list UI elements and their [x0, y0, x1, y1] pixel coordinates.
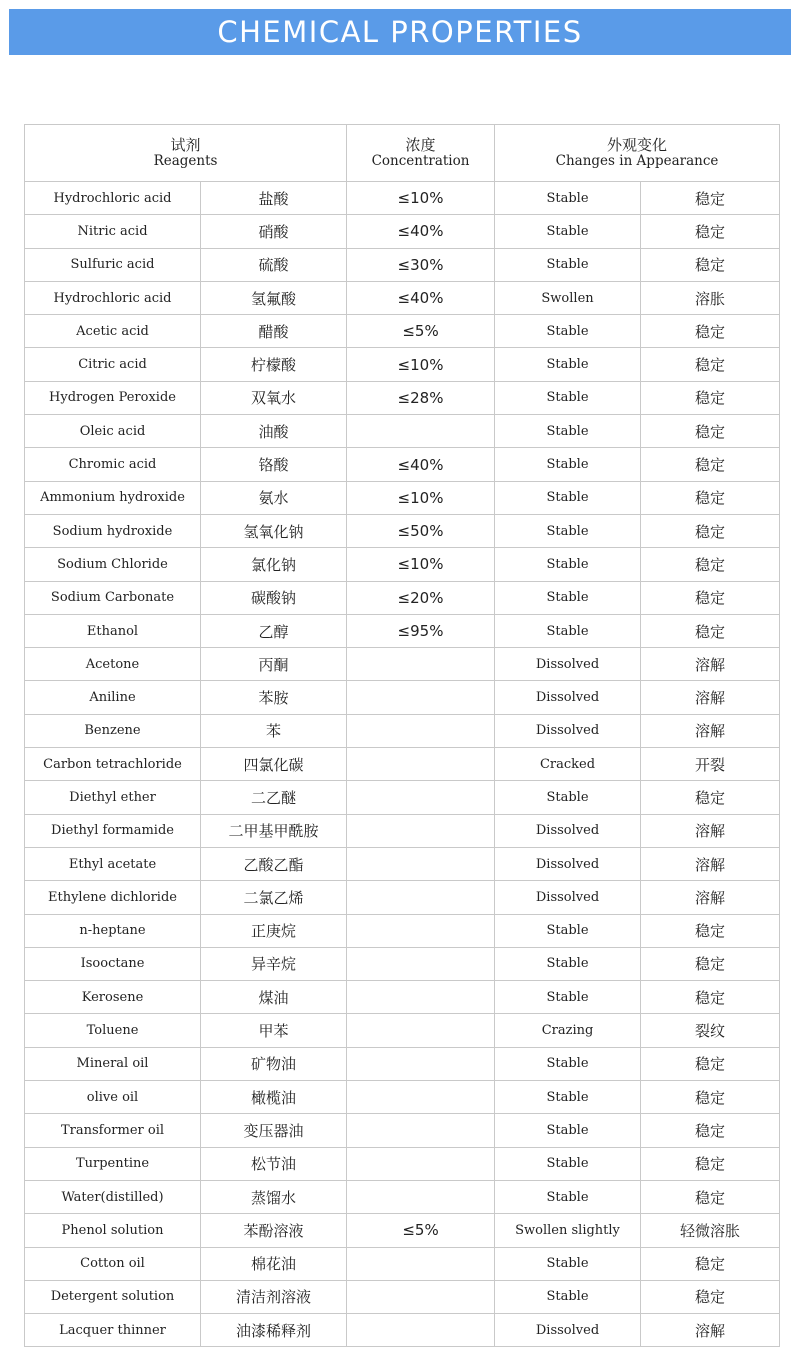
table-row	[25, 914, 780, 947]
concentration-value: ≤5%	[347, 315, 495, 348]
appearance-change-zh: 溶解	[641, 814, 780, 847]
appearance-change-en: Stable	[495, 1247, 641, 1280]
appearance-change-en: Swollen	[495, 281, 641, 314]
reagent-name-en: Citric acid	[25, 348, 201, 381]
reagent-name-zh: 乙酸乙酯	[201, 847, 347, 880]
appearance-change-en: Stable	[495, 914, 641, 947]
table-row	[25, 248, 780, 281]
reagent-name-en: Hydrochloric acid	[25, 182, 201, 215]
reagent-name-en: Turpentine	[25, 1147, 201, 1180]
reagent-name-en: Diethyl ether	[25, 781, 201, 814]
reagent-name-en: Hydrogen Peroxide	[25, 381, 201, 414]
table-row	[25, 481, 780, 514]
concentration-value	[347, 914, 495, 947]
reagent-name-zh: 苯	[201, 714, 347, 747]
appearance-change-zh: 稳定	[641, 215, 780, 248]
reagent-name-zh: 棉花油	[201, 1247, 347, 1280]
concentration-value	[347, 781, 495, 814]
appearance-change-en: Stable	[495, 514, 641, 547]
appearance-change-en: Crazing	[495, 1014, 641, 1047]
reagent-name-zh: 苯胺	[201, 681, 347, 714]
concentration-value	[347, 947, 495, 980]
reagent-name-zh: 氢氟酸	[201, 281, 347, 314]
appearance-change-en: Stable	[495, 1147, 641, 1180]
appearance-change-zh: 开裂	[641, 748, 780, 781]
reagent-name-en: Oleic acid	[25, 415, 201, 448]
concentration-value: ≤40%	[347, 448, 495, 481]
appearance-change-en: Dissolved	[495, 881, 641, 914]
appearance-change-zh: 溶胀	[641, 281, 780, 314]
concentration-value: ≤40%	[347, 215, 495, 248]
concentration-value	[347, 1081, 495, 1114]
reagent-name-en: Toluene	[25, 1014, 201, 1047]
appearance-change-zh: 稳定	[641, 182, 780, 215]
appearance-change-zh: 稳定	[641, 1280, 780, 1313]
table-row	[25, 1014, 780, 1047]
header-concentration-en: Concentration	[371, 152, 470, 169]
concentration-value: ≤10%	[347, 481, 495, 514]
reagent-name-en: Acetic acid	[25, 315, 201, 348]
concentration-value	[347, 847, 495, 880]
concentration-value: ≤5%	[347, 1214, 495, 1247]
table-row	[25, 381, 780, 414]
appearance-change-en: Stable	[495, 448, 641, 481]
appearance-change-en: Stable	[495, 215, 641, 248]
reagent-name-en: Ethyl acetate	[25, 847, 201, 880]
reagent-name-en: Carbon tetrachloride	[25, 748, 201, 781]
table-row	[25, 448, 780, 481]
appearance-change-zh: 稳定	[641, 1081, 780, 1114]
appearance-change-en: Stable	[495, 481, 641, 514]
appearance-change-en: Cracked	[495, 748, 641, 781]
table-row	[25, 681, 780, 714]
table-row	[25, 182, 780, 215]
reagent-name-zh: 异辛烷	[201, 947, 347, 980]
reagent-name-en: Sodium hydroxide	[25, 514, 201, 547]
concentration-value: ≤10%	[347, 348, 495, 381]
reagent-name-en: n-heptane	[25, 914, 201, 947]
appearance-change-en: Dissolved	[495, 1314, 641, 1347]
reagent-name-zh: 二甲基甲酰胺	[201, 814, 347, 847]
appearance-change-zh: 稳定	[641, 448, 780, 481]
appearance-change-en: Stable	[495, 981, 641, 1014]
reagent-name-zh: 丙酮	[201, 648, 347, 681]
reagent-name-en: Ethylene dichloride	[25, 881, 201, 914]
table-row	[25, 1114, 780, 1147]
chemical-properties-table	[24, 124, 780, 1347]
reagent-name-zh: 氯化钠	[201, 548, 347, 581]
header-reagents-en: Reagents	[153, 152, 218, 169]
reagent-name-zh: 铬酸	[201, 448, 347, 481]
concentration-value	[347, 1180, 495, 1213]
reagent-name-zh: 四氯化碳	[201, 748, 347, 781]
table-row	[25, 614, 780, 647]
appearance-change-en: Dissolved	[495, 681, 641, 714]
concentration-value: ≤28%	[347, 381, 495, 414]
concentration-value	[347, 1280, 495, 1313]
reagent-name-zh: 二乙醚	[201, 781, 347, 814]
table-body	[25, 182, 780, 1347]
appearance-change-en: Stable	[495, 1114, 641, 1147]
reagent-name-zh: 油漆稀释剂	[201, 1314, 347, 1347]
appearance-change-zh: 稳定	[641, 248, 780, 281]
reagent-name-en: Sulfuric acid	[25, 248, 201, 281]
appearance-change-zh: 稳定	[641, 1047, 780, 1080]
appearance-change-zh: 轻微溶胀	[641, 1214, 780, 1247]
appearance-change-zh: 溶解	[641, 1314, 780, 1347]
table-row	[25, 415, 780, 448]
reagent-name-en: Chromic acid	[25, 448, 201, 481]
reagent-name-zh: 乙醇	[201, 614, 347, 647]
header-concentration-zh: 浓度	[405, 135, 436, 154]
reagent-name-zh: 氨水	[201, 481, 347, 514]
reagent-name-en: olive oil	[25, 1081, 201, 1114]
table-row	[25, 215, 780, 248]
reagent-name-en: Sodium Carbonate	[25, 581, 201, 614]
reagent-name-en: Water(distilled)	[25, 1180, 201, 1213]
table-row	[25, 581, 780, 614]
reagent-name-zh: 甲苯	[201, 1014, 347, 1047]
concentration-value: ≤30%	[347, 248, 495, 281]
appearance-change-zh: 溶解	[641, 648, 780, 681]
table-row	[25, 315, 780, 348]
appearance-change-zh: 稳定	[641, 1247, 780, 1280]
reagent-name-zh: 双氧水	[201, 381, 347, 414]
reagent-name-en: Ammonium hydroxide	[25, 481, 201, 514]
concentration-value	[347, 415, 495, 448]
table-row	[25, 1047, 780, 1080]
concentration-value	[347, 1114, 495, 1147]
concentration-value	[347, 748, 495, 781]
reagent-name-zh: 橄榄油	[201, 1081, 347, 1114]
reagent-name-en: Nitric acid	[25, 215, 201, 248]
concentration-value	[347, 1014, 495, 1047]
appearance-change-en: Stable	[495, 415, 641, 448]
appearance-change-en: Stable	[495, 182, 641, 215]
appearance-change-en: Swollen slightly	[495, 1214, 641, 1247]
table-header	[25, 125, 780, 182]
appearance-change-zh: 稳定	[641, 381, 780, 414]
header-changes	[495, 125, 780, 182]
appearance-change-en: Stable	[495, 614, 641, 647]
appearance-change-en: Dissolved	[495, 847, 641, 880]
appearance-change-en: Stable	[495, 248, 641, 281]
concentration-value	[347, 1247, 495, 1280]
appearance-change-en: Stable	[495, 348, 641, 381]
table-row	[25, 1247, 780, 1280]
reagent-name-en: Ethanol	[25, 614, 201, 647]
appearance-change-en: Stable	[495, 1047, 641, 1080]
reagent-name-zh: 硝酸	[201, 215, 347, 248]
reagent-name-zh: 矿物油	[201, 1047, 347, 1080]
appearance-change-zh: 稳定	[641, 315, 780, 348]
table-row	[25, 548, 780, 581]
appearance-change-zh: 稳定	[641, 1147, 780, 1180]
concentration-value: ≤95%	[347, 614, 495, 647]
appearance-change-zh: 稳定	[641, 1180, 780, 1213]
appearance-change-zh: 溶解	[641, 881, 780, 914]
appearance-change-zh: 稳定	[641, 348, 780, 381]
appearance-change-en: Stable	[495, 1280, 641, 1313]
concentration-value	[347, 1047, 495, 1080]
table-row	[25, 281, 780, 314]
reagent-name-zh: 醋酸	[201, 315, 347, 348]
reagent-name-zh: 蒸馏水	[201, 1180, 347, 1213]
concentration-value	[347, 881, 495, 914]
appearance-change-en: Stable	[495, 548, 641, 581]
appearance-change-zh: 溶解	[641, 714, 780, 747]
reagent-name-en: Isooctane	[25, 947, 201, 980]
concentration-value: ≤40%	[347, 281, 495, 314]
appearance-change-zh: 稳定	[641, 1114, 780, 1147]
appearance-change-en: Stable	[495, 1180, 641, 1213]
header-reagents-zh: 试剂	[170, 135, 201, 154]
reagent-name-en: Phenol solution	[25, 1214, 201, 1247]
concentration-value: ≤10%	[347, 182, 495, 215]
header-changes-en: Changes in Appearance	[555, 152, 719, 169]
table-row	[25, 1081, 780, 1114]
reagent-name-en: Detergent solution	[25, 1280, 201, 1313]
concentration-value	[347, 1314, 495, 1347]
appearance-change-zh: 稳定	[641, 548, 780, 581]
appearance-change-zh: 溶解	[641, 681, 780, 714]
table-row	[25, 847, 780, 880]
reagent-name-en: Diethyl formamide	[25, 814, 201, 847]
reagent-name-zh: 硫酸	[201, 248, 347, 281]
reagent-name-en: Lacquer thinner	[25, 1314, 201, 1347]
appearance-change-en: Dissolved	[495, 814, 641, 847]
table-row	[25, 881, 780, 914]
appearance-change-zh: 稳定	[641, 981, 780, 1014]
concentration-value	[347, 681, 495, 714]
table-row	[25, 1214, 780, 1247]
reagent-name-en: Transformer oil	[25, 1114, 201, 1147]
appearance-change-en: Stable	[495, 781, 641, 814]
header-changes-zh: 外观变化	[607, 135, 668, 154]
reagent-name-zh: 苯酚溶液	[201, 1214, 347, 1247]
concentration-value	[347, 714, 495, 747]
reagent-name-zh: 氢氧化钠	[201, 514, 347, 547]
header-reagents	[25, 125, 347, 182]
reagent-name-en: Hydrochloric acid	[25, 281, 201, 314]
reagent-name-zh: 柠檬酸	[201, 348, 347, 381]
appearance-change-en: Dissolved	[495, 714, 641, 747]
appearance-change-zh: 稳定	[641, 514, 780, 547]
reagent-name-zh: 碳酸钠	[201, 581, 347, 614]
table-row	[25, 981, 780, 1014]
reagent-name-en: Acetone	[25, 648, 201, 681]
concentration-value	[347, 814, 495, 847]
appearance-change-zh: 稳定	[641, 481, 780, 514]
concentration-value: ≤20%	[347, 581, 495, 614]
table-row	[25, 514, 780, 547]
concentration-value: ≤50%	[347, 514, 495, 547]
appearance-change-en: Stable	[495, 1081, 641, 1114]
table-row	[25, 781, 780, 814]
concentration-value	[347, 981, 495, 1014]
table-row	[25, 648, 780, 681]
reagent-name-en: Kerosene	[25, 981, 201, 1014]
reagent-name-zh: 变压器油	[201, 1114, 347, 1147]
appearance-change-zh: 稳定	[641, 947, 780, 980]
table-row	[25, 1314, 780, 1347]
appearance-change-zh: 稳定	[641, 781, 780, 814]
appearance-change-zh: 稳定	[641, 581, 780, 614]
reagent-name-zh: 正庚烷	[201, 914, 347, 947]
appearance-change-zh: 裂纹	[641, 1014, 780, 1047]
concentration-value	[347, 648, 495, 681]
table-row	[25, 1147, 780, 1180]
reagent-name-zh: 清洁剂溶液	[201, 1280, 347, 1313]
reagent-name-en: Sodium Chloride	[25, 548, 201, 581]
appearance-change-en: Dissolved	[495, 648, 641, 681]
table-row	[25, 348, 780, 381]
reagent-name-en: Mineral oil	[25, 1047, 201, 1080]
reagent-name-en: Aniline	[25, 681, 201, 714]
concentration-value: ≤10%	[347, 548, 495, 581]
reagent-name-en: Benzene	[25, 714, 201, 747]
table-row	[25, 947, 780, 980]
table-row	[25, 748, 780, 781]
table-row	[25, 714, 780, 747]
table-row	[25, 1180, 780, 1213]
header-concentration	[347, 125, 495, 182]
reagent-name-zh: 松节油	[201, 1147, 347, 1180]
table-row	[25, 814, 780, 847]
appearance-change-en: Stable	[495, 315, 641, 348]
reagent-name-en: Cotton oil	[25, 1247, 201, 1280]
appearance-change-zh: 稳定	[641, 415, 780, 448]
title-banner	[9, 9, 791, 55]
page-title: CHEMICAL PROPERTIES	[217, 15, 583, 49]
appearance-change-en: Stable	[495, 947, 641, 980]
concentration-value	[347, 1147, 495, 1180]
appearance-change-en: Stable	[495, 381, 641, 414]
reagent-name-zh: 油酸	[201, 415, 347, 448]
appearance-change-en: Stable	[495, 581, 641, 614]
reagent-name-zh: 盐酸	[201, 182, 347, 215]
reagent-name-zh: 煤油	[201, 981, 347, 1014]
appearance-change-zh: 稳定	[641, 614, 780, 647]
appearance-change-zh: 溶解	[641, 847, 780, 880]
table-row	[25, 1280, 780, 1313]
appearance-change-zh: 稳定	[641, 914, 780, 947]
reagent-name-zh: 二氯乙烯	[201, 881, 347, 914]
